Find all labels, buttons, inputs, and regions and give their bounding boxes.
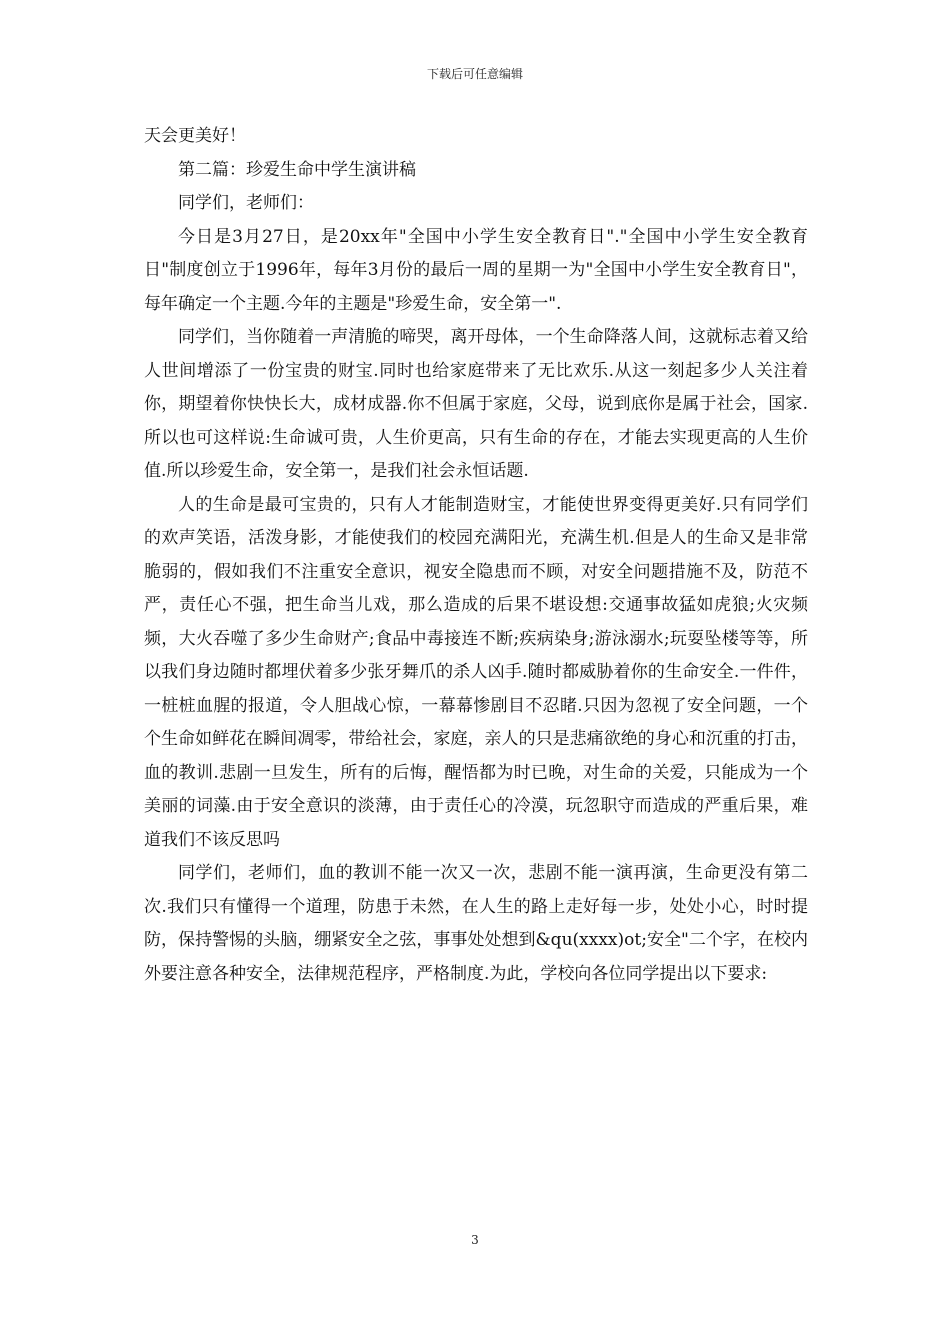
section-title: 第二篇：珍爱生命中学生演讲稿	[178, 159, 416, 180]
page-header: 下载后可任意编辑	[426, 67, 523, 81]
paragraph-continuation: 天会更美好！	[144, 126, 246, 146]
paragraph: 人的生命是最可宝贵的，只有人才能制造财宝，才能使世界变得更美好.只有同学们的欢声笑语，活泼身影，才能使我们的校园充满阳光，充满生机.但是人的生命又是非常脆弱的，假如我们不注重安全意识，视安全隐患而不顾，对安全问题措施不及，防范不严，责任心不强，把生命当儿戏，那么造成的后果不堪设想:交通事故猛如虎狼;火灾频频，大火吞噬了多少生命财产;食品中毒接连不断;疾病染身;游泳溺水;玩耍坠楼等等，所以我们身边随时都埋伏着多少张牙舞爪的杀人凶手.随时都威胁着你的生命安全.一件件，一桩桩血腥的报道，令人胆战心惊，一幕幕惨剧目不忍睹.只因为忽视了安全问题，一个个生命如鲜花在瞬间凋零，带给社会，家庭，亲人的只是悲痛欲绝的身心和沉重的打击，血的教训.悲剧一旦发生，所有的后悔，醒悟都为时已晚，对生命的关爱，只能成为一个美丽的词藻.由于安全意识的淡薄，由于责任心的冷漠，玩忽职守而造成的严重后果，难道我们不该反思吗	[144, 494, 808, 850]
paragraph: 同学们，当你随着一声清脆的啼哭，离开母体，一个生命降落人间，这就标志着又给人世间增添了一份宝贵的财宝.同时也给家庭带来了无比欢乐.从这一刻起多少人关注着你，期望着你快快长大，成材成器.你不但属于家庭，父母，说到底你是属于社会，国家.所以也可这样说:生命诚可贵，人生价更高，只有生命的存在，才能去实现更高的人生价值.所以珍爱生命，安全第一，是我们社会永恒话题.	[144, 327, 808, 481]
salutation: 同学们，老师们：	[178, 193, 314, 213]
paragraph: 今日是3月27日，是20xx年"全国中小学生安全教育日"."全国中小学生安全教育日"制度创立于1996年，每年3月份的最后一周的星期一为"全国中小学生安全教育日"，每年确定一个主题.今年的主题是"珍爱生命，安全第一".	[144, 226, 808, 314]
paragraph: 同学们，老师们，血的教训不能一次又一次，悲剧不能一演再演，生命更没有第二次.我们只有懂得一个道理，防患于未然，在人生的路上走好每一步，处处小心，时时提防，保持警惕的头脑，绷紧安全之弦，事事处处想到&qu(xxxx)ot;安全"二个字，在校内外要注意各种安全，法律规范程序，严格制度.为此，学校向各位同学提出以下要求:	[144, 863, 808, 984]
document-body	[144, 120, 808, 991]
page-number: 3	[471, 1233, 479, 1247]
